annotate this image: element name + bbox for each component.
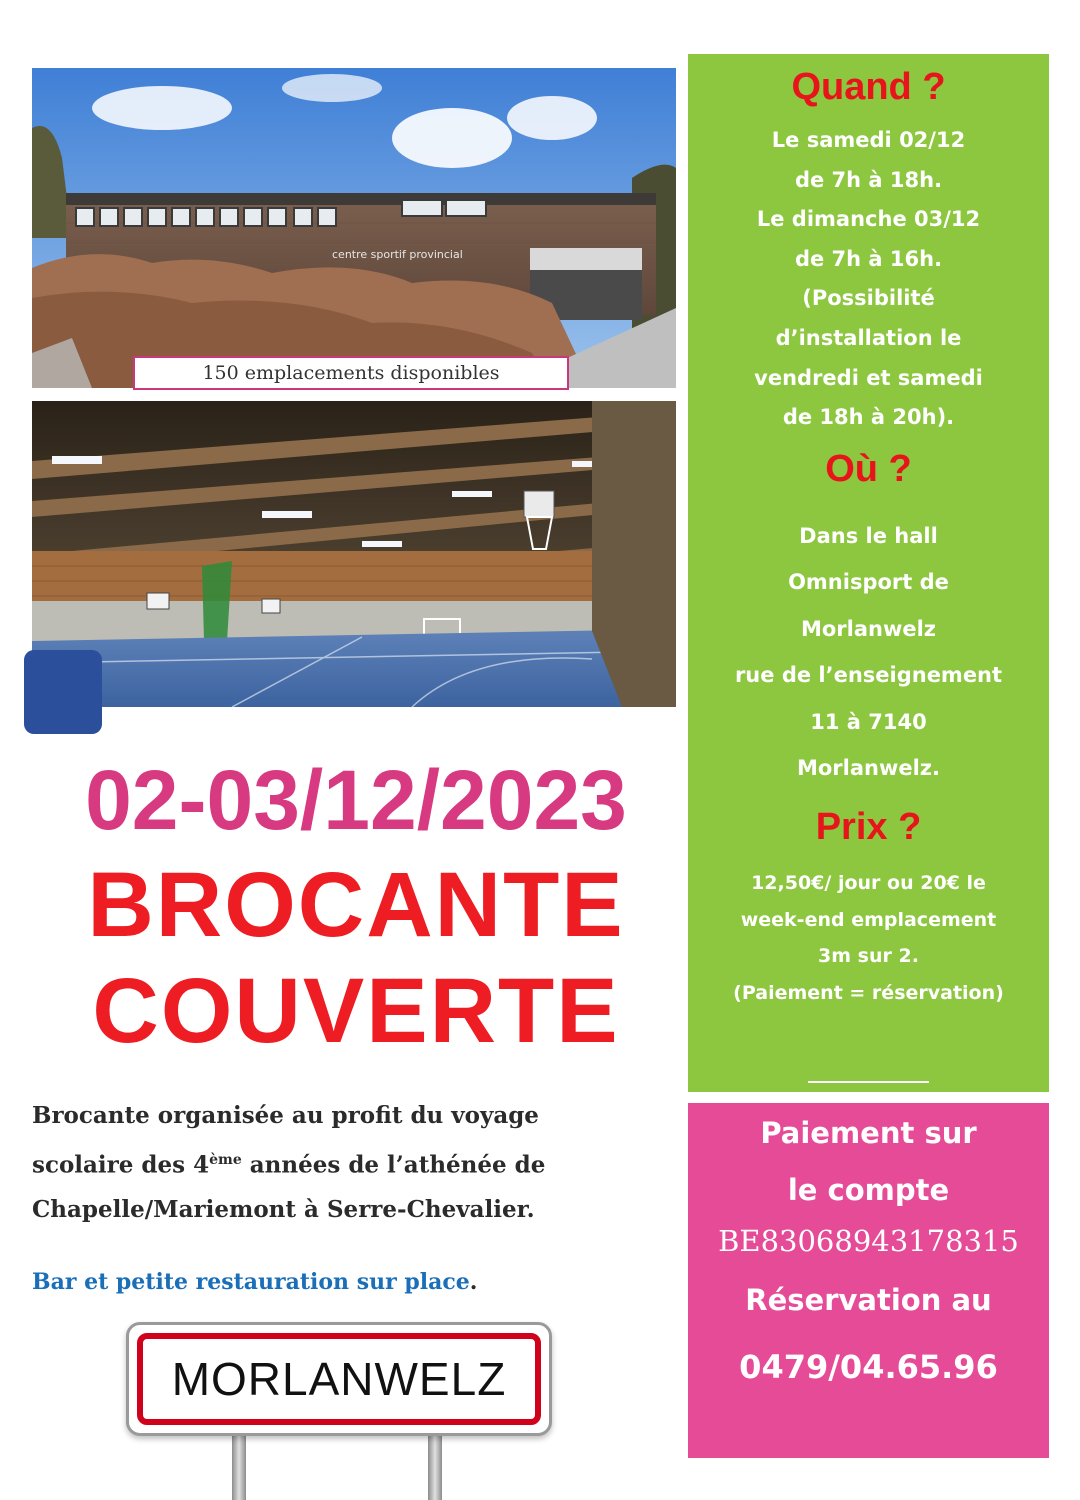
organisation-line1: Brocante organisée au profit du voyage: [32, 1102, 539, 1129]
reservation-phone: 0479/04.65.96: [739, 1348, 998, 1386]
when-line: de 7h à 16h.: [794, 246, 943, 271]
where-line: Omnisport de: [788, 570, 949, 595]
bar-restauration-text: [32, 1266, 672, 1298]
bar-restauration-label: Bar et petite restauration sur place: [32, 1269, 470, 1295]
town-sign-text: MORLANWELZ: [137, 1333, 541, 1425]
when-line: (Possibilité: [802, 286, 935, 311]
organisation-text: [32, 1094, 672, 1232]
where-line: Morlanwelz: [800, 616, 937, 641]
when-line: Le dimanche 03/12: [756, 207, 981, 232]
when-line: Le samedi 02/12: [771, 128, 966, 152]
price-line: 12,50€/ jour ou 20€ le: [751, 872, 986, 894]
price-heading: Prix ?: [815, 806, 922, 848]
payment-line2: le compte: [787, 1173, 950, 1207]
when-line: de 18h à 20h).: [782, 405, 955, 430]
when-heading: Quand ?: [791, 66, 946, 108]
when-line: d’installation le: [775, 325, 962, 350]
organisation-line2-start: scolaire des 4: [32, 1151, 210, 1179]
where-line: Morlanwelz.: [796, 756, 941, 781]
sports-hall-photo: [32, 401, 676, 707]
payment-line1: Paiement sur: [760, 1116, 977, 1150]
panel-divider: [808, 1081, 929, 1083]
where-line: 11 à 7140: [810, 709, 927, 734]
when-details: [688, 121, 1049, 438]
price-line: 3m sur 2.: [818, 945, 919, 968]
bar-restauration-dot: .: [469, 1269, 478, 1295]
where-line: Dans le hall: [799, 524, 938, 548]
price-details: [688, 865, 1049, 1011]
facebook-icon: [24, 650, 102, 734]
where-details: [688, 513, 1049, 791]
payment-iban: BE83068943178315: [718, 1224, 1019, 1258]
where-heading: Où ?: [825, 448, 912, 490]
when-line: vendredi et samedi: [754, 365, 983, 390]
when-line: de 7h à 18h.: [794, 167, 943, 192]
organisation-line2-sup: ème: [209, 1152, 242, 1168]
where-line: rue de l’enseignement: [734, 663, 1003, 688]
event-title: [32, 852, 680, 1064]
price-line: (Paiement = réservation): [733, 981, 1004, 1004]
building-photo: [32, 68, 676, 388]
reservation-label: Réservation au: [745, 1283, 992, 1317]
sign-post-left: [232, 1430, 246, 1500]
event-title-line1: BROCANTE: [87, 854, 625, 956]
price-line: week-end emplacement: [740, 908, 997, 931]
organisation-line3: Chapelle/Mariemont à Serre-Chevalier.: [32, 1195, 535, 1223]
payment-panel: [688, 1103, 1049, 1458]
sign-post-right: [428, 1430, 442, 1500]
organisation-line2-end: années de l’athénée de: [241, 1151, 546, 1179]
event-title-line2: COUVERTE: [92, 960, 620, 1062]
places-caption: [133, 356, 569, 390]
town-road-sign: [126, 1322, 552, 1436]
organisation-line2: [32, 1138, 672, 1188]
places-caption-text: 150 emplacements disponibles: [202, 362, 500, 384]
event-dates: 02-03/12/2023: [85, 753, 627, 847]
building-sign-text: centre sportif provincial: [332, 248, 463, 261]
